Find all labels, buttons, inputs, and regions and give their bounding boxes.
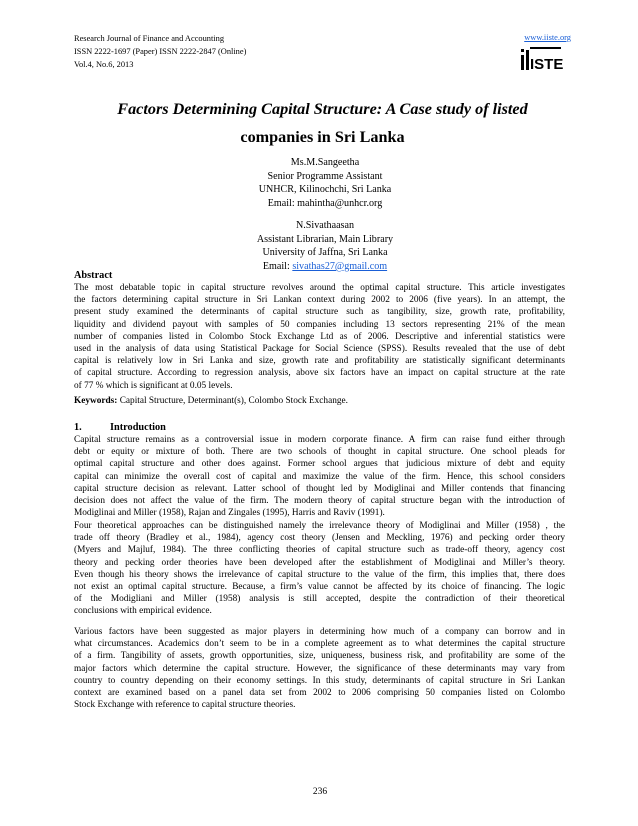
author1-email: Email: mahintha@unhcr.org: [267, 197, 383, 209]
abstract-line: the factors determining capital structure in Sri Lankan context during 2002 to 2006 (five years). In an attempt, the: [74, 295, 565, 306]
abstract-line: The most debatable topic in capital structure revolves around the optimal capital structure. This article investigates: [74, 283, 565, 293]
svg-text:ISTE: ISTE: [530, 56, 563, 72]
abstract-line: of capital structure. According to regression analysis, above six factors have an impact on capital structure at the rate: [74, 368, 565, 379]
intro-paragraph-3: [74, 626, 565, 711]
intro-p3-line: Stock Exchange with reference to capital structure theories.: [74, 700, 296, 711]
intro-p3-line: Various factors have been suggested as major players in determining how much of a company can borrow and in: [74, 627, 565, 637]
journal-issn: ISSN 2222-1697 (Paper) ISSN 2222-2847 (Online): [74, 47, 247, 56]
author2-email-link[interactable]: sivathas27@gmail.com: [292, 260, 388, 272]
abstract-line: used in the analysis of data using Statistical Package for Social Science (SPSS). Results revealed that the use of debt: [74, 344, 565, 355]
intro-p2-line: Even though his theory shows the irrelevance of capital structure to the value of the firm, this implies that, there does: [74, 569, 565, 580]
intro-p2-line: not exist an optimal capital structure. Because, a firm’s value cannot be affected by its choice of financing. The logic: [74, 582, 565, 593]
keywords-text: Capital Structure, Determinant(s), Colombo Stock Exchange.: [117, 396, 348, 406]
intro-p1-line: debt or equity or mixture of both. There are two schools of thought in capital structure. One school pleads for: [74, 447, 565, 458]
page-number: 236: [312, 787, 328, 797]
intro-heading: Introduction: [110, 422, 166, 433]
intro-section-number: 1.: [74, 422, 82, 433]
intro-p1-line: capital can minimize the overall cost of capital and maximize the value of the firm. Hence, this school considers: [74, 471, 565, 482]
paper-title-line2: companies in Sri Lanka: [240, 128, 405, 146]
author2-email-label: Email:: [262, 260, 293, 272]
intro-paragraph-2: [74, 520, 565, 618]
keywords-label: Keywords:: [74, 396, 118, 406]
intro-p1-line: optimal capital structure and other does against. Former school argues that judicious mixture of debt and equity: [74, 459, 565, 470]
intro-paragraph-1: [74, 434, 565, 519]
intro-p3-line: country to country depending on their economy settings. In this study, determinants of capital structure in Sri Lankan: [74, 675, 565, 686]
intro-p3-line: what circumstances. Academics don’t seem to be in a complete agreement as to what determines the capital structure: [74, 639, 565, 650]
intro-p1-line: Modiglinai and Miller (1958), Rajan and Zingales (1995), Harris and Raviv (1991).: [74, 508, 385, 519]
intro-p2-line: trade off theory (Bradley et al., 1984), agency cost theory (Jensen and Meckling, 1976) and pecking order theory: [74, 533, 565, 544]
intro-p3-line: context are examined based on a panel data set from 2002 to 2006 comprising 50 companies listed on Colombo: [74, 688, 565, 699]
paper-title-line1: Factors Determining Capital Structure: A Case study of listed: [117, 100, 528, 118]
journal-name: Research Journal of Finance and Accounting: [74, 34, 225, 43]
iiste-logo-icon: [519, 46, 563, 72]
abstract-line: of 77 % which is significant at 0.05 levels.: [74, 380, 233, 391]
author2-name: N.Sivathaasan: [295, 220, 355, 231]
intro-p2-line: Four theoretical approaches can be distinguished namely the irrelevance theory of Modiglinai and Miller (1958) , the: [74, 521, 565, 531]
journal-volume: Vol.4, No.6, 2013: [74, 60, 134, 69]
abstract-paragraph: [74, 282, 565, 392]
author1-role: Senior Programme Assistant: [267, 170, 383, 182]
intro-p2-line: (Myers and Majluf, 1984). The three conflicting theories of capital structure such as trade-off theory, agency cost: [74, 545, 565, 556]
author2-email-line: [160, 260, 490, 274]
journal-url-link[interactable]: www.iiste.org: [524, 33, 571, 42]
intro-p3-line: of a firm. Tangibility of assets, growth opportunities, size, uniqueness, business risk, and profitability are some of the: [74, 651, 565, 662]
intro-p1-line: capital structure decision as relevant. Latter school of thought led by Modiglinai and Miller contends that financing: [74, 483, 565, 494]
author1-name: Ms.M.Sangeetha: [290, 157, 360, 168]
abstract-line: capital is relatively low in Sri Lanka and size, growth rate and profitability are statistically significant determinants: [74, 356, 565, 367]
intro-p2-line: theory and pecking order theories have been developed after the establishment of Modiglinai and Miller’s theory.: [74, 557, 565, 568]
abstract-line: present study examined the determinants of capital structure such as tangibility, size, growth rate, profitability,: [74, 307, 565, 318]
author1-block: [160, 156, 490, 210]
intro-p2-line: conclusions with empirical evidence.: [74, 606, 212, 617]
author2-block: [160, 219, 490, 273]
abstract-heading: Abstract: [74, 270, 113, 281]
abstract-line: number of companies listed in Colombo Stock Exchange Ltd as of 2006. Descriptive and inferential statistics were: [74, 331, 565, 342]
author2-role: Assistant Librarian, Main Library: [256, 233, 394, 245]
intro-p1-line: decision does not affect the value of the firm. The modern theory of capital structure began with the introduction of: [74, 496, 565, 507]
intro-p3-line: major factors which determine the capital structure. However, the significance of these determinants may vary from: [74, 663, 565, 674]
abstract-line: liquidity and dividend payout with samples of 50 companies including 13 sectors representing 21% of the mean: [74, 319, 565, 330]
keywords-line: [74, 395, 565, 407]
intro-p1-line: Capital structure remains as a controversial issue in modern corporate finance. A firm can raise fund either through: [74, 435, 565, 445]
intro-p2-line: of the Modigliani and Miller (1958) analysis is still accepted, despite the contradiction of their theoretical: [74, 594, 565, 605]
author1-affiliation: UNHCR, Kilinochchi, Sri Lanka: [258, 184, 392, 196]
author2-affiliation: University of Jaffna, Sri Lanka: [262, 247, 388, 259]
